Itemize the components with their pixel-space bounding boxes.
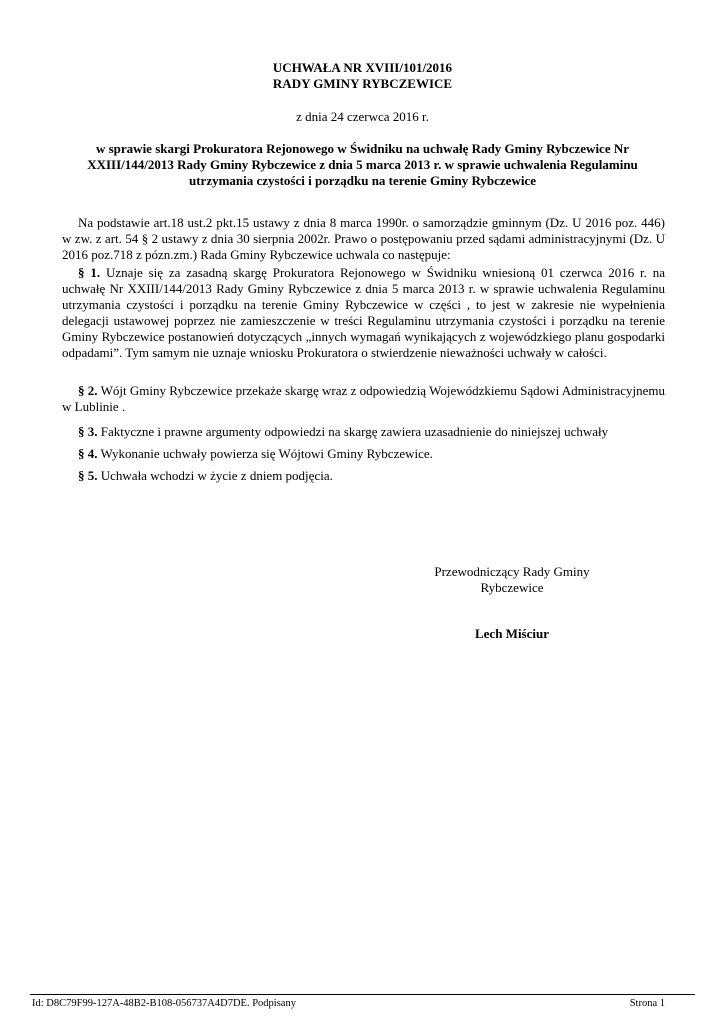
section-text: Wykonanie uchwały powierza się Wójtowi Gminy Rybczewice.	[100, 446, 433, 461]
title-council: RADY GMINY RYBCZEWICE	[272, 76, 453, 91]
section-text: Faktyczne i prawne argumenty odpowiedzi na skargę zawiera uzasadnienie do niniejszej uchwały	[100, 424, 609, 439]
resolution-date: z dnia 24 czerwca 2016 r.	[296, 109, 429, 124]
section-text: Uznaje się za zasadną skargę Prokuratora Rejonowego w Świdniku wniesioną 01 czerwca 2016 r. na uchwałę Nr XXIII/144/2013 Rady Gminy Rybczewice z dnia 5 marca 2013 r. w sprawie uchwalenia Regulaminu utrzymania czystości i porządku na terenie Gminy Rybczewice w części , to jest w zakresie nie wypełnienia delegacji ustawowej poprzez nie zamieszczenie w treści Regulaminu utrzymania czystości i porządku na terenie Gminy Rybczewice postanowień dotyczących „innych wymagań wynikających z wojewódzkiego planu gospodarki odpadami”. Tym samym nie uznaje wniosku Prokuratora o stwierdzenie nieważności uchwały w całości.	[62, 265, 666, 360]
footer-divider	[30, 994, 695, 995]
signature-role	[412, 564, 612, 596]
section-text: Wójt Gminy Rybczewice przekaże skargę wraz z odpowiedzią Wojewódzkiemu Sądowi Administracyjnemu w Lublinie .	[62, 383, 666, 414]
resolution-subject: w sprawie skargi Prokuratora Rejonowego w Świdniku na uchwałę Rady Gminy Rybczewice Nr XXIII/144/2013 Rady Gminy Rybczewice z dnia 5 marca 2013 r. w sprawie uchwalenia Regulaminu utrzymania czystości i porządku na terenie Gminy Rybczewice	[87, 141, 638, 188]
section-3	[62, 424, 665, 440]
title-number: UCHWAŁA NR XVIII/101/2016	[272, 60, 453, 75]
section-4	[62, 446, 665, 462]
section-text: Uchwała wchodzi w życie z dniem podjęcia.	[100, 468, 333, 483]
section-mark: § 3.	[78, 424, 98, 439]
section-mark: § 4.	[78, 446, 98, 461]
signature-name: Lech Miściur	[474, 626, 549, 641]
preamble: Na podstawie art.18 ust.2 pkt.15 ustawy z dnia 8 marca 1990r. o samorządzie gminnym (Dz. U 2016 poz. 446) w zw. z art. 54 § 2 ustawy z dnia 30 sierpnia 2002r. Prawo o postępowaniu przed sądami administracyjnymi (Dz. U 2016 poz.718 z pózn.zm.) Rada Gminy Rybczewice uchwala co następuje:	[62, 215, 665, 262]
section-mark: § 2.	[78, 383, 98, 398]
section-mark: § 5.	[78, 468, 98, 483]
footer-page-number: Strona 1	[629, 998, 665, 1009]
signature-role-line1: Przewodniczący Rady Gminy	[434, 564, 590, 579]
section-2	[62, 383, 665, 415]
resolution-title	[60, 60, 665, 92]
signature-role-line2: Rybczewice	[480, 580, 544, 595]
section-5	[62, 468, 665, 484]
section-1	[62, 265, 665, 361]
footer-document-id: Id: D8C79F99-127A-48B2-B108-056737A4D7DE. Podpisany	[32, 998, 296, 1009]
section-mark: § 1.	[78, 265, 101, 280]
